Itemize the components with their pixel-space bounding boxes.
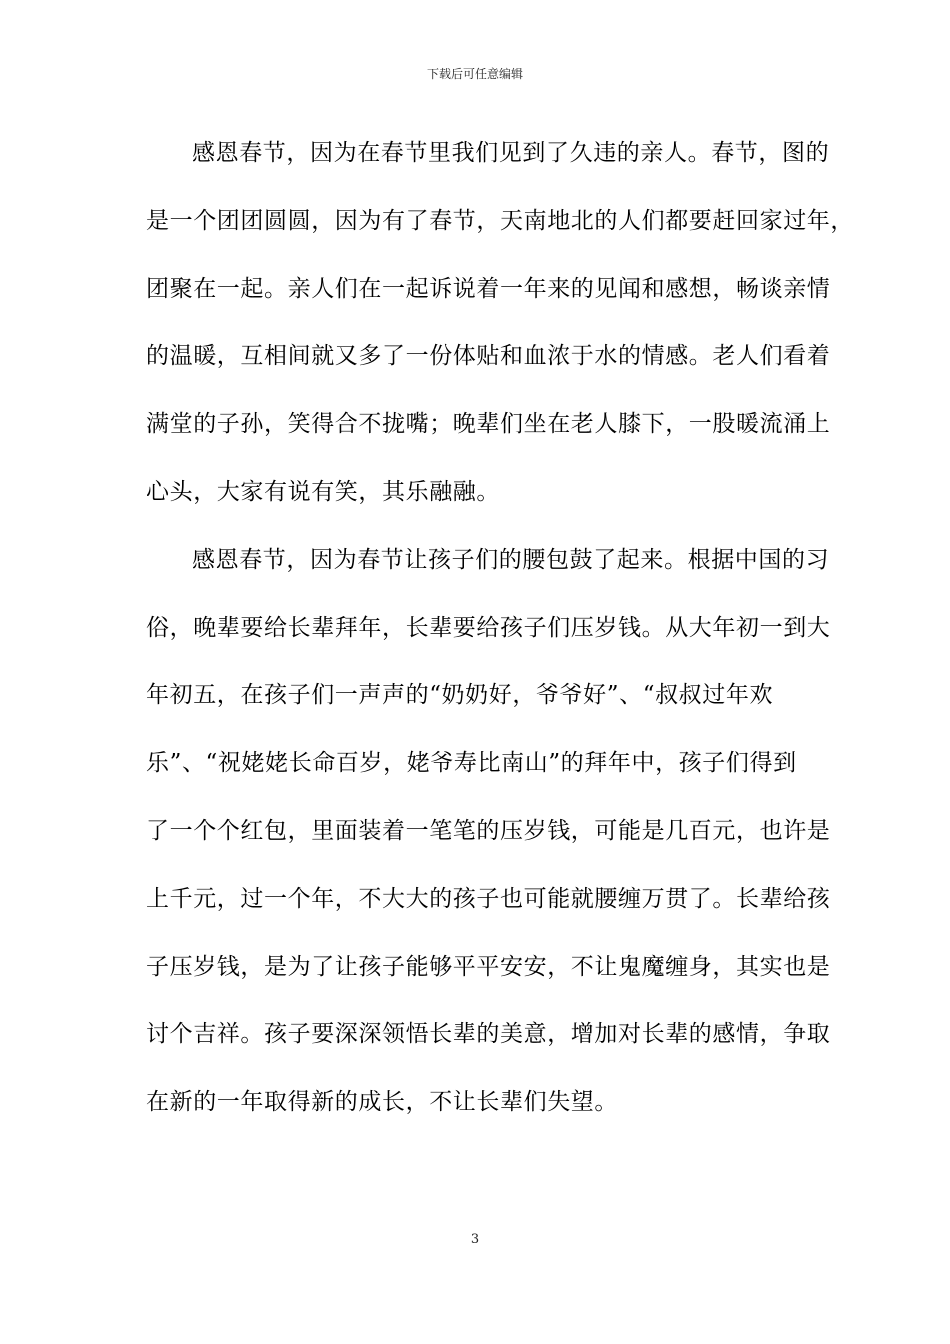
text-line: 乐”、“祝姥姥长命百岁，姥爷寿比南山”的拜年中，孩子们得到	[146, 750, 797, 777]
paragraph-2	[146, 533, 831, 1143]
text-line: 在新的一年取得新的成长，不让长辈们失望。	[146, 1089, 618, 1116]
text-line: 感恩春节，因为在春节里我们见到了久违的亲人。春节，图的	[192, 140, 830, 166]
text-line: 上千元，过一个年，不大大的孩子也可能就腰缠万贯了。长辈给孩	[146, 885, 831, 912]
text-line: 的温暖，互相间就又多了一份体贴和血浓于水的情感。老人们看着	[146, 343, 831, 370]
text-line: 满堂的子孙，笑得合不拢嘴；晚辈们坐在老人膝下，一股暖流涌上	[146, 411, 831, 438]
text-line: 感恩春节，因为春节让孩子们的腰包鼓了起来。根据中国的习	[192, 546, 830, 573]
text-line: 团聚在一起。亲人们在一起诉说着一年来的见闻和感想，畅谈亲情	[146, 275, 831, 302]
page-header: 下载后可任意编辑	[426, 67, 523, 81]
text-line: 讨个吉祥。孩子要深深领悟长辈的美意，增加对长辈的感情，争取	[146, 1021, 831, 1048]
paragraph-1	[146, 126, 854, 533]
text-line: 了一个个红包，里面装着一笔笔的压岁钱，可能是几百元，也许是	[146, 817, 831, 844]
text-line: 是一个团团圆圆，因为有了春节，天南地北的人们都要赶回家过年，	[146, 207, 854, 234]
text-line: 年初五，在孩子们一声声的“奶奶好，爷爷好”、“叔叔过年欢	[146, 682, 774, 709]
document-body	[146, 126, 854, 1143]
text-line: 心头，大家有说有笑，其乐融融。	[146, 478, 500, 505]
page-number: 3	[470, 1232, 480, 1247]
text-line: 子压岁钱，是为了让孩子能够平平安安，不让鬼魔缠身，其实也是	[146, 953, 831, 980]
text-line: 俗，晚辈要给长辈拜年，长辈要给孩子们压岁钱。从大年初一到大	[146, 614, 831, 641]
